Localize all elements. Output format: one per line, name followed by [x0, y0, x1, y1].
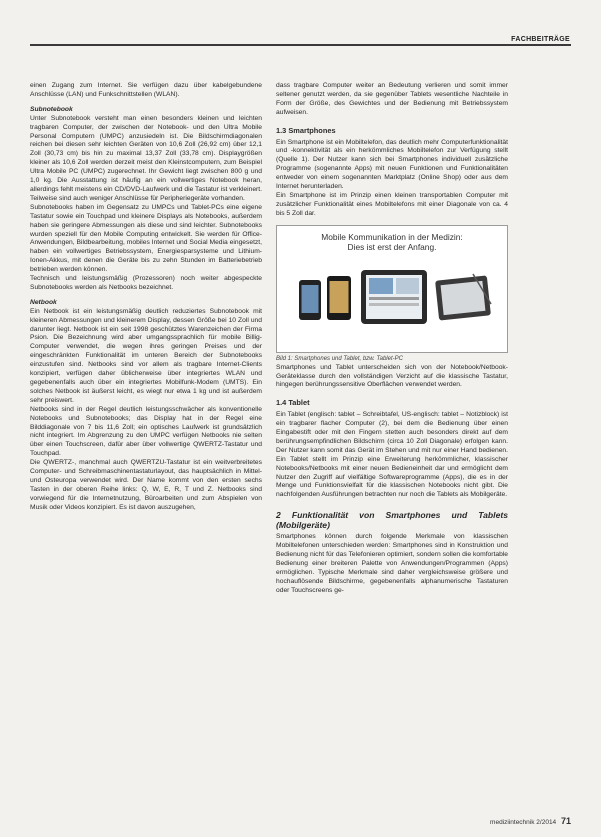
- subheading-subnotebook: Subnotebook: [30, 105, 73, 113]
- section-badge: FACHBEITRÄGE: [508, 36, 573, 43]
- tablet-icon: [361, 270, 427, 324]
- paragraph: einen Zugang zum Internet. Sie verfügen dazu über kabelgebundene Anschlüsse (LAN) und Funkschnittstellen (WLAN).: [30, 82, 262, 98]
- right-column: [276, 82, 508, 596]
- left-column: [30, 82, 262, 513]
- paragraph: Unter Subnotebook versteht man einen besonders kleinen und leichten tragbaren Computer, der zwischen der Notebook- und den Ultra Mobile Personal Computern (UMPC) anzusiedeln ist. Die Bildschirmdiagonalen reichen bei diesen sehr leichten Geräten von 10,6 Zoll (26,92 cm) über 12,1 Zoll (30,73 cm) bis hin zu maximal 13,37 Zoll (33,78 cm). Displaygrößen kleiner als 10,6 Zoll werden derzeit meist den Kleinstcomputern, zum Beispiel Ultra Mobile PC (UMPC) zugerechnet. Ihr Gewicht liegt zwischen 800 g und 1,0 kg. Die Ausstattung ist häufig an ein vollwertiges Notebook heran, allerdings fehlt meistens ein CD/DVD-Laufwerk und die Tastatur ist verkleinert. Teilweise sind auch weniger Anschlüsse für Peripheriegeräte vorhanden.: [30, 114, 262, 202]
- phone-icon: [299, 280, 321, 320]
- paragraph: Ein Tablet (englisch: tablet – Schreibtafel, US-englisch: tablet – Notizblock) ist ein tragbarer flacher Computer (2), bei dem die Bedienung über einen Eingabestift oder mit den Fingern stetten auch besonders direkt auf dem berührungsempfindlichen Bildschirm (circa 10 Zoll Diagonale) erfolgen kann. Der Nutzer kann somit das Gerät im Stehen und mit nur einer Hand bedienen. Ein Tablet stellt im Prinzip eine Erweiterung herkömmlicher, klassischer Notebooks/Netbooks mit einer neuen Bedieneinheit dar und ermöglicht dem Nutzer den Zugriff auf vielfältige Softwareprogramme (Apps), die es in der Menge und Funktionsvielfalt für die klassischen Notebooks nicht gibt. Die nachfolgenden Ausführungen betrachten nur noch die Tablets als Mobilgeräte.: [276, 411, 508, 499]
- journal-name: mediziintechnik 2/2014: [490, 819, 557, 826]
- section-heading-tablet: 1.4 Tablet: [276, 398, 310, 408]
- paragraph: Ein Smartphone ist ein Mobiltelefon, das deutlich mehr Computerfunktionalität und -konnektivität als ein herkömmliches Mobiltelefon zur Verfügung stellt (Quelle 1). Der Nutzer kann sich bei Smartphones individuell zusätzliche Programme (sogenannte Apps) mit neuen Funktionen und Funktionalitäten entweder von einem sogenannten Marktplatz (Online Shop) oder aus dem Internet herunterladen.: [276, 138, 508, 191]
- paragraph: dass tragbare Computer weiter an Bedeutung verlieren und somit immer seltener genutzt werden, da sie gegenüber Tablets wesentliche Nachteile in Form der Größe, des Gewichtes und der Bedienung mit Betriebssystem aufweisen.: [276, 82, 508, 116]
- phone-icon: [327, 276, 351, 320]
- paragraph: Die QWERTZ-, manchmal auch QWERTZU-Tastatur ist ein weitverbreitetes Computer- und Schreibmaschinentastaturlayout, das hauptsächlich in Mittel- und Osteuropa verwendet wird. Der Name kommt von den ersten sechs Tasten in der oberen Reihe links: Q, W, E, R, T und Z. Netbooks sind vorwiegend für die Internetnutzung, Bürоarbeiten und zum Abspielen von Musik oder Videos konzipiert. Es ist davon auszugehen,: [30, 459, 262, 511]
- paragraph: Smartphones und Tablet unterscheiden sich von der Notebook/Netbook-Geräteklasse durch den vollständigen Verzicht auf die klassische Tastatur, hingegen berührungssensitive Oberflächen verwendet werden.: [276, 363, 508, 389]
- page-footer: [490, 816, 571, 826]
- section-heading-functionality: 2 Funktionalität von Smartphones und Tablets (Mobilgeräte): [276, 510, 508, 531]
- paragraph: Ein Netbook ist ein leistungsmäßig deutlich reduziertes Subnotebook mit kleineren Abmessungen und kleinerem Display, dessen Größe bei 10 Zoll und darunter liegt. Netbook ist ein seit 1998 geschütztes Warenzeichen der Firma Psion. Die Bezeichnung wird aber umgangssprachlich für mobile Billig-Computer verwendet, die wegen ihres geringen Preises und der eingeschränkten Funktionalität im unteren Bereich der Subnotebooks einzustufen sind. Netbooks sind vor allem als tragbare Internet-Clients konzipiert, verfügen daher üblicherweise über integriertes WLAN und gegebenenfalls auch über ein integriertes Mobilfunk-Modem (UMTS). Ein solches Netbook ist äußerst leicht, es wiegt nur etwa 1 kg und ist außerdem sehr preiswert.: [30, 307, 262, 404]
- tablet-pc-icon: [435, 274, 491, 321]
- section-heading-smartphones: 1.3 Smartphones: [276, 125, 336, 135]
- figure-devices: [276, 225, 508, 353]
- paragraph: Technisch und leistungsmäßig (Prozessoren) noch weiter abgespeckte Subnotebooks werden als Netbooks bezeichnet.: [30, 275, 262, 291]
- figure-title: Mobile Kommunikation in der Medizin: Dies ist erst der Anfang.: [321, 231, 463, 252]
- subheading-netbook: Netbook: [30, 298, 57, 306]
- figure-caption: Bild 1: Smartphones und Tablet, bzw. Tablet-PC: [276, 355, 403, 362]
- paragraph: Subnotebooks haben im Gegensatz zu UMPCs und Tablet-PCs eine eigene Tastatur sowie ein Touchpad und kleinere Displays als Notebooks, außerdem haben sie geringere Abmessungen als diese und sind leichter. Subnotebooks wurden speziell für den Mobile Computing entwickelt. Sie werden für Office-Anwendungen, Bildbearbeitung, mobiles Internet und Social Media eingesetzt, haben ein vollwertiges Betriebssystem, Energiesparsysteme und Lithium-Ionen-Akkus, mit denen die Geräte bis zu zehn Stunden im Batteriebetrieb betrieben werden können.: [30, 203, 262, 274]
- paragraph: Ein Smartphone ist im Prinzip einen kleinen transportablen Computer mit zusätzlicher Funktionalität eines Mobiltelefons mit einer Diagonale von ca. 4 bis 5 Zoll dar.: [276, 191, 508, 217]
- devices-illustration: [277, 264, 509, 344]
- paragraph: Smartphones können durch folgende Merkmale von klassischen Mobiltelefonen unterschieden werden: Smartphones sind in Konstruktion und Bedienung nicht für das Telefonieren optimiert, sondern sollen die komfortable Bedienung einer breiteren Palette von Anwendungen/Programmen (Apps) ermöglichen. Typische Merkmale sind daher vergleichsweise größere und hochauflösende Bildschirme, gegebenenfalls alphanumerische Tastaturen oder Touchscreens ge-: [276, 533, 508, 594]
- page-number: 71: [560, 816, 571, 826]
- paragraph: Netbooks sind in der Regel deutlich leistungsschwächer als konventionelle Notebooks und Subnotebooks; das Display hat in der Regel eine Bilddiagonale von 7 bis 11,6 Zoll; ein optisches Laufwerk ist grundsätzlich nicht integriert. Im Abgrenzung zu den UMPC verfügen Netbooks nie selten über einen Touchscreen, dafür aber über vollwertige QWERTZ-Tastatur und Touchpad.: [30, 405, 262, 458]
- header-rule: [30, 44, 571, 46]
